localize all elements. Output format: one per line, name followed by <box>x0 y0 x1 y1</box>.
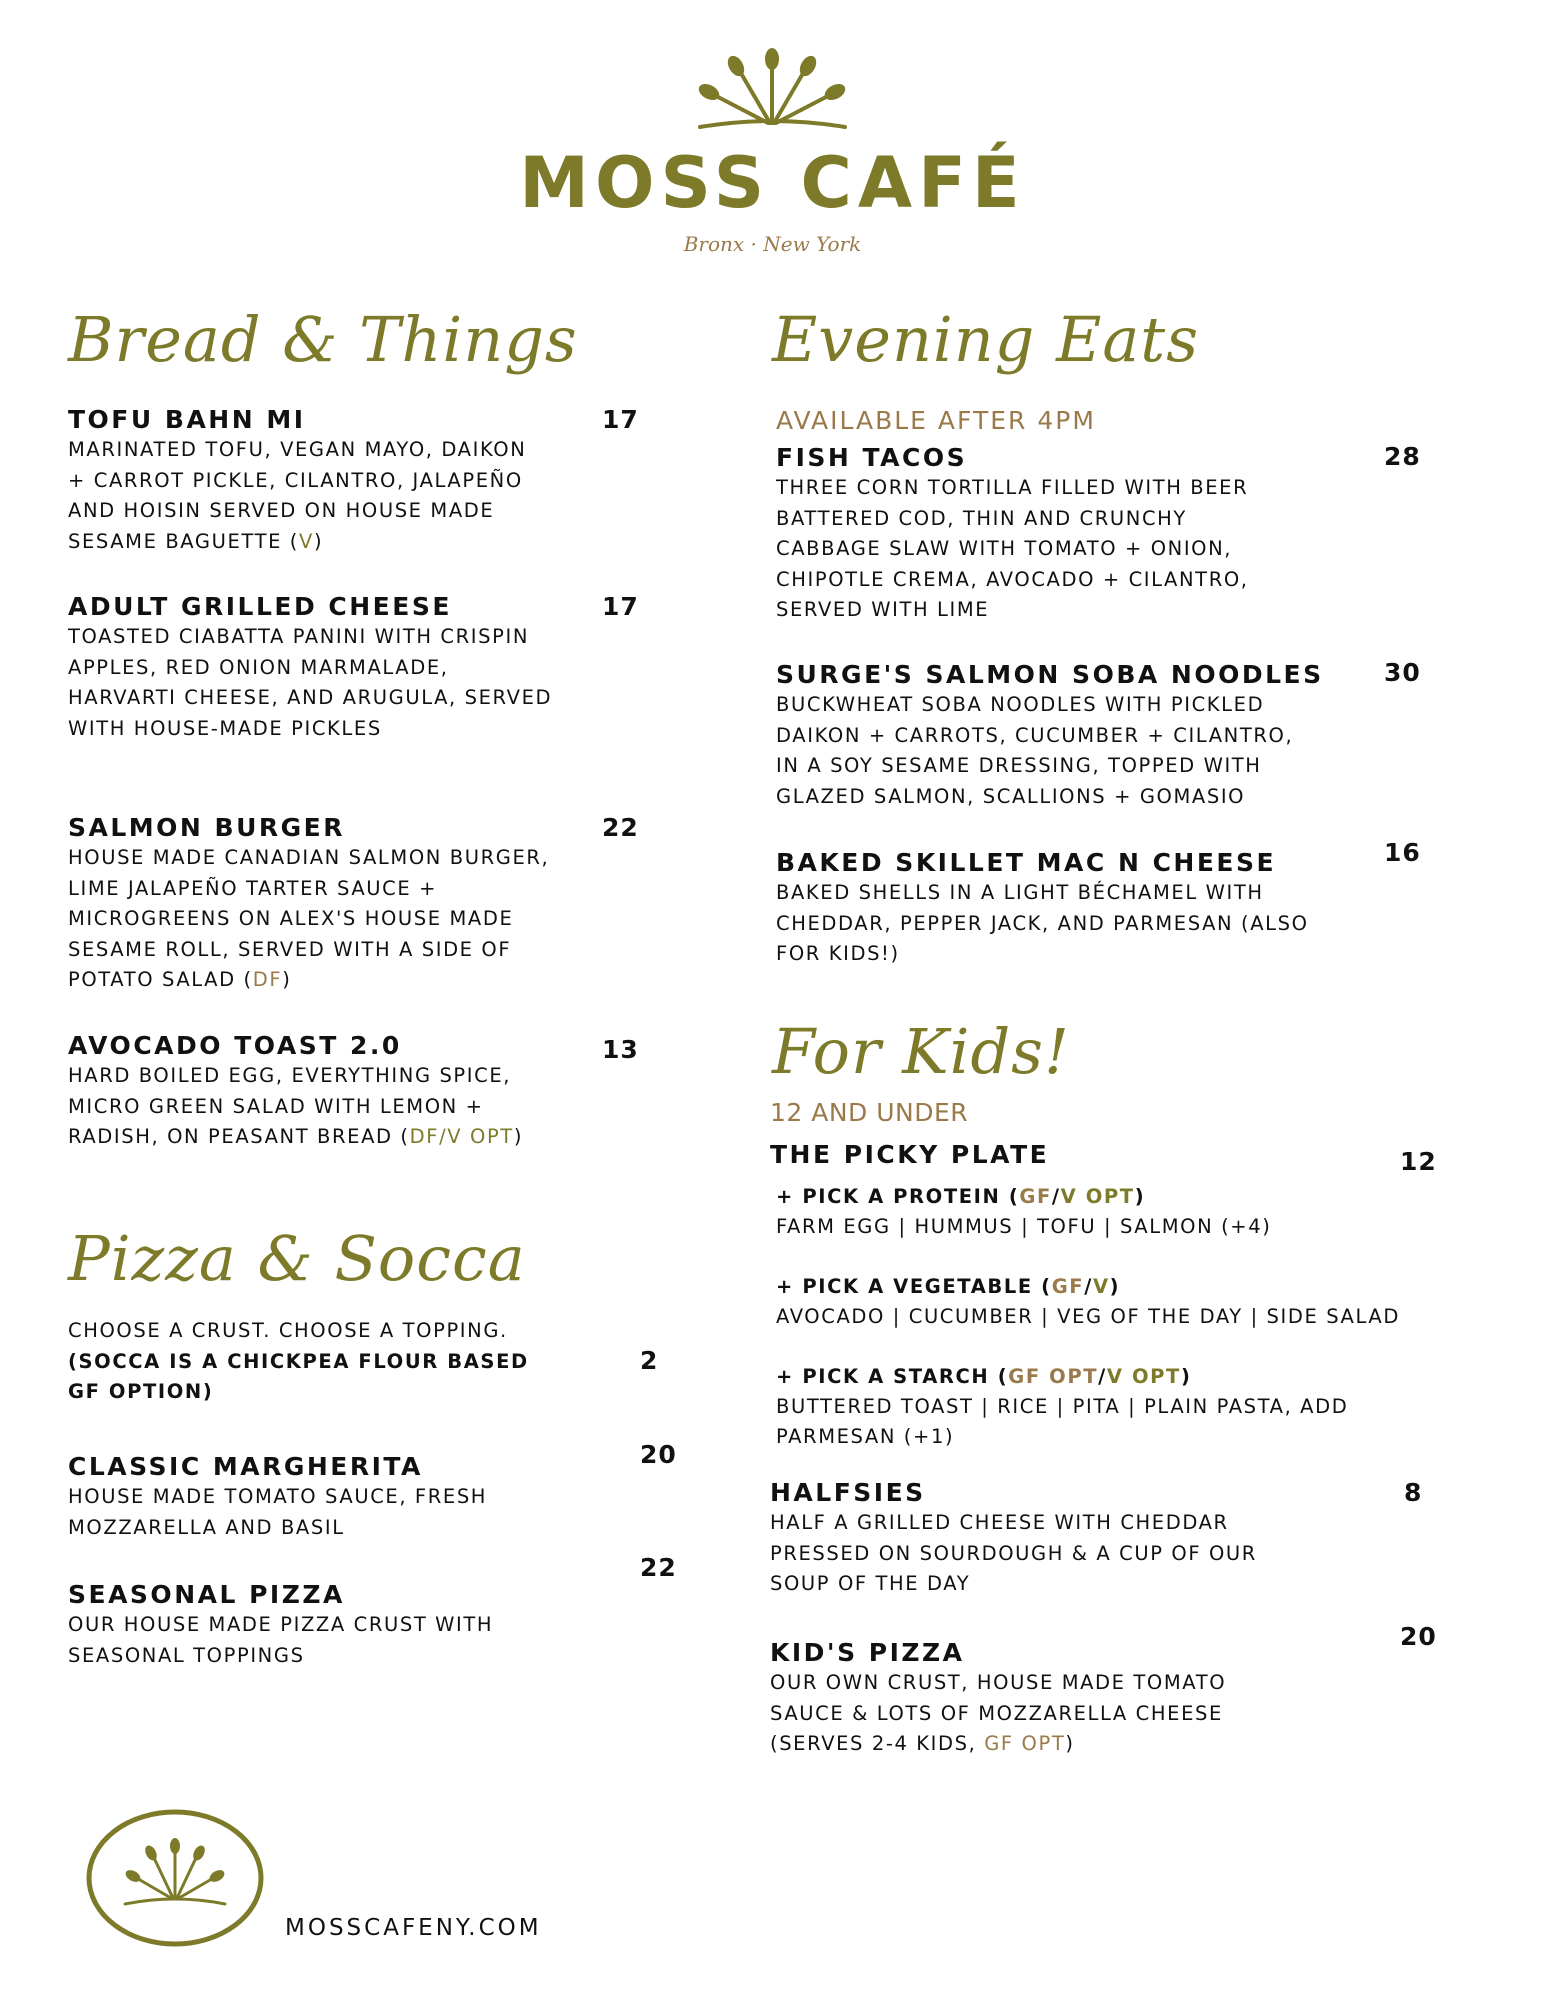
section-title-bread: Bread & Things <box>68 303 578 376</box>
item-price: 28 <box>1384 442 1421 471</box>
section-title-evening: Evening Eats <box>772 303 1200 376</box>
dietary-tag: V <box>299 529 314 553</box>
location-tagline: Bronx · New York <box>683 232 862 256</box>
dietary-tag: DF <box>252 968 283 991</box>
menu-item <box>770 1478 1290 1600</box>
item-price: 30 <box>1384 658 1421 687</box>
menu-item <box>68 405 588 557</box>
spoon-fan-logo-icon <box>690 45 855 135</box>
item-name: KID'S PIZZA <box>770 1638 965 1667</box>
option-heading: + PICK A VEGETABLE (GF/V) <box>776 1275 1121 1298</box>
menu-item <box>68 1580 588 1671</box>
menu-item <box>770 1638 1290 1760</box>
item-price: 17 <box>602 405 639 434</box>
item-name: AVOCADO TOAST 2.0 <box>68 1031 402 1060</box>
section-title-kids: For Kids! <box>772 1015 1070 1088</box>
option-choices: AVOCADO | CUCUMBER | VEG OF THE DAY | SIDE SALAD <box>776 1305 1400 1328</box>
item-description: HARD BOILED EGG, EVERYTHING SPICE, MICRO GREEN SALAD WITH LEMON + RADISH, ON PEASANT BREAD (DF/V OPT) <box>68 1064 524 1148</box>
option-heading: + PICK A STARCH (GF OPT/V OPT) <box>776 1365 1192 1388</box>
section-subtitle: 12 AND UNDER <box>770 1098 969 1127</box>
item-name: FISH TACOS <box>776 443 968 472</box>
item-description: THREE CORN TORTILLA FILLED WITH BEER BATTERED COD, THIN AND CRUNCHY CABBAGE SLAW WITH TOMATO + ONION, CHIPOTLE CREMA, AVOCADO + CILANTRO, SERVED WITH LIME <box>776 476 1249 621</box>
item-name: THE PICKY PLATE <box>770 1140 1050 1169</box>
item-name: HALFSIES <box>770 1478 926 1507</box>
item-description: HALF A GRILLED CHEESE WITH CHEDDAR PRESSED ON SOURDOUGH & A CUP OF OUR SOUP OF THE DAY <box>770 1511 1257 1595</box>
dietary-tag: DF/V OPT <box>409 1125 514 1148</box>
menu-item <box>776 660 1324 812</box>
item-description: BUCKWHEAT SOBA NOODLES WITH PICKLED DAIKON + CARROTS, CUCUMBER + CILANTRO, IN A SOY SESAME DRESSING, TOPPED WITH GLAZED SALMON, SCALLIONS + GOMASIO <box>776 693 1294 808</box>
option-group <box>776 1362 1436 1452</box>
item-price: 22 <box>640 1553 677 1582</box>
option-heading: + PICK A PROTEIN (GF/V OPT) <box>776 1185 1146 1208</box>
item-description: OUR OWN CRUST, HOUSE MADE TOMATO SAUCE & LOTS OF MOZZARELLA CHEESE (SERVES 2-4 KIDS, GF OPT) <box>770 1671 1227 1755</box>
menu-item <box>68 813 588 996</box>
option-group <box>776 1272 1496 1332</box>
item-price: 16 <box>1384 838 1421 867</box>
menu-item <box>776 848 1309 970</box>
option-group <box>776 1182 1496 1242</box>
item-price: 2 <box>640 1346 659 1375</box>
item-name: SALMON BURGER <box>68 813 345 842</box>
item-price: 17 <box>602 592 639 621</box>
item-name: BAKED SKILLET MAC N CHEESE <box>776 848 1277 877</box>
option-choices: BUTTERED TOAST | RICE | PITA | PLAIN PASTA, ADD PARMESAN (+1) <box>776 1395 1349 1448</box>
section-subtitle: AVAILABLE AFTER 4PM <box>776 406 1096 435</box>
item-price: 20 <box>640 1440 677 1469</box>
logo-badge-icon <box>85 1808 265 1948</box>
item-price: 20 <box>1400 1622 1437 1651</box>
item-description: HOUSE MADE TOMATO SAUCE, FRESH MOZZARELLA AND BASIL <box>68 1485 488 1539</box>
item-name: SEASONAL PIZZA <box>68 1580 345 1609</box>
item-description: BAKED SHELLS IN A LIGHT BÉCHAMEL WITH CHEDDAR, PEPPER JACK, AND PARMESAN (ALSO FOR KIDS!) <box>776 881 1309 965</box>
menu-item <box>68 1031 588 1153</box>
item-name: TOFU BAHN MI <box>68 405 306 434</box>
item-price: 12 <box>1400 1147 1437 1176</box>
menu-item <box>68 1452 588 1543</box>
option-choices: FARM EGG | HUMMUS | TOFU | SALMON (+4) <box>776 1215 1272 1238</box>
pizza-intro <box>68 1316 588 1408</box>
item-description: MARINATED TOFU, VEGAN MAYO, DAIKON + CARROT PICKLE, CILANTRO, JALAPEÑO AND HOISIN SERVED ON HOUSE MADE SESAME BAGUETTE (V) <box>68 438 527 553</box>
brand-name: MOSS CAFÉ <box>519 142 1026 224</box>
intro-note: (SOCCA IS A CHICKPEA FLOUR BASED GF OPTION) <box>68 1349 529 1403</box>
item-description: TOASTED CIABATTA PANINI WITH CRISPIN APPLES, RED ONION MARMALADE, HARVARTI CHEESE, AND ARUGULA, SERVED WITH HOUSE-MADE PICKLES <box>68 625 553 740</box>
section-title-pizza: Pizza & Socca <box>68 1222 526 1295</box>
item-price: 22 <box>602 813 639 842</box>
item-name: SURGE'S SALMON SOBA NOODLES <box>776 660 1324 689</box>
dietary-tag: GF OPT <box>984 1732 1066 1755</box>
item-price: 8 <box>1404 1478 1423 1507</box>
item-description: HOUSE MADE CANADIAN SALMON BURGER, LIME JALAPEÑO TARTER SAUCE + MICROGREENS ON ALEX'S HOUSE MADE SESAME ROLL, SERVED WITH A SIDE OF POTATO SALAD (DF) <box>68 846 550 991</box>
item-description: OUR HOUSE MADE PIZZA CRUST WITH SEASONAL TOPPINGS <box>68 1613 494 1667</box>
intro-text: CHOOSE A CRUST. CHOOSE A TOPPING. <box>68 1319 508 1342</box>
item-name: ADULT GRILLED CHEESE <box>68 592 452 621</box>
menu-item <box>68 592 588 744</box>
item-price: 13 <box>602 1035 639 1064</box>
menu-item <box>776 443 1296 626</box>
website-link[interactable]: MOSSCAFENY.COM <box>285 1915 542 1941</box>
item-name: CLASSIC MARGHERITA <box>68 1452 423 1481</box>
